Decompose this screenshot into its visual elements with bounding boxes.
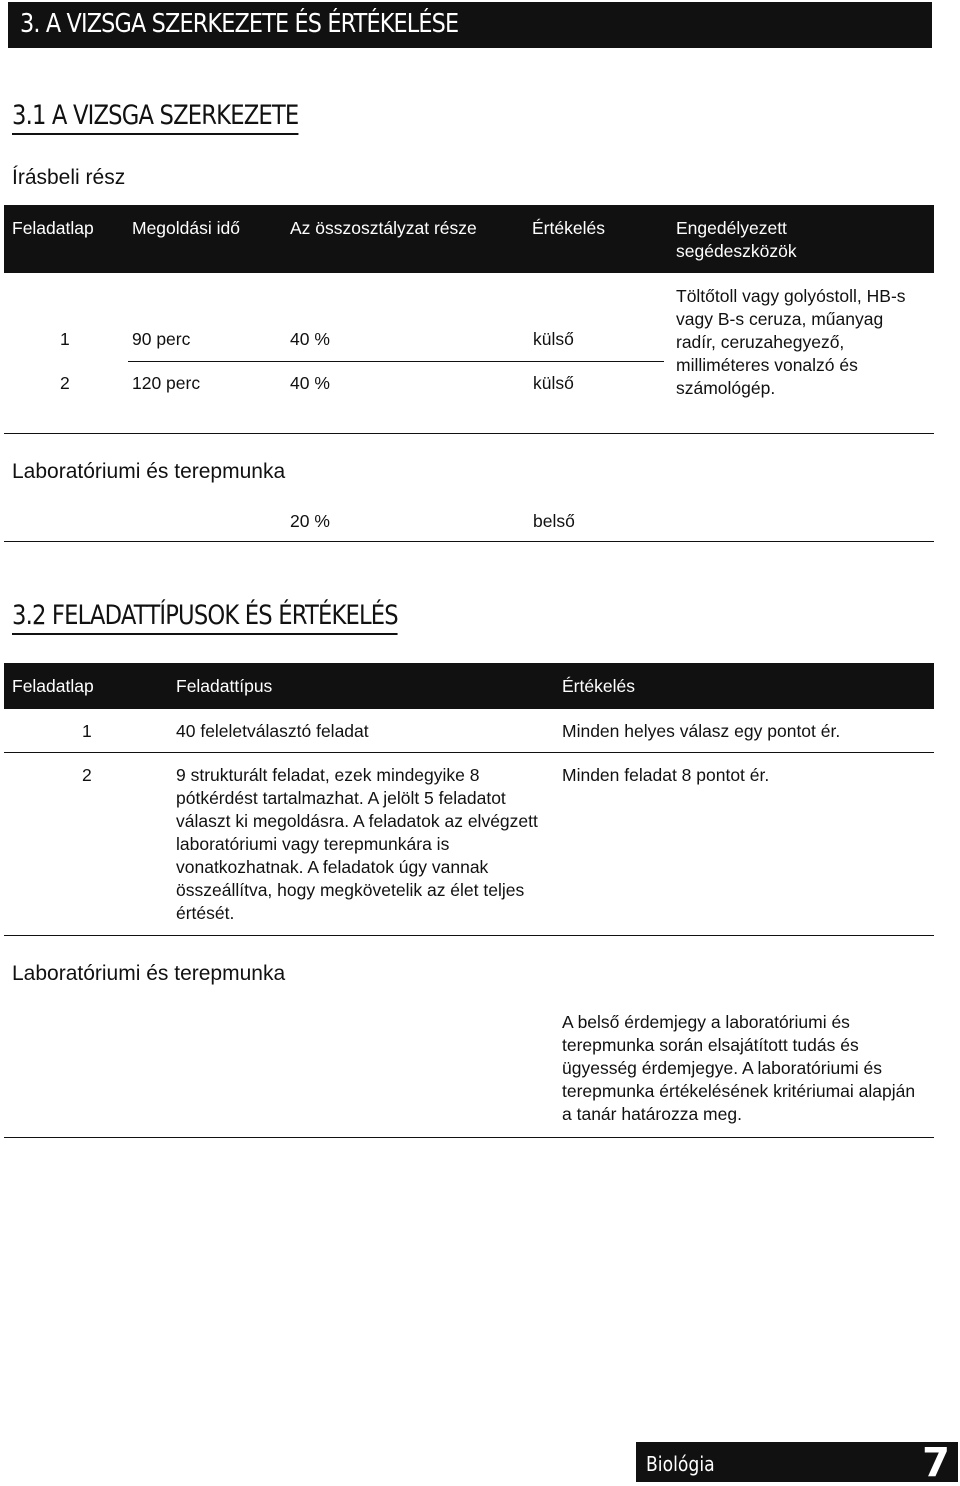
col-task-sheet: Feladatlap — [12, 676, 94, 696]
page-footer — [636, 1440, 958, 1486]
task-row-1-grading: Minden helyes válasz egy pontot ér. — [562, 721, 841, 741]
col-grading: Értékelés — [532, 218, 605, 238]
written-row-1-sheet: 1 — [60, 329, 70, 349]
written-part-title: Írásbeli rész — [12, 166, 126, 189]
lab-grading: belső — [533, 511, 575, 531]
written-row-2-sheet: 2 — [60, 373, 70, 393]
lab-bottom-rule — [4, 541, 934, 542]
written-row-2-time: 120 perc — [132, 373, 201, 393]
tasks-table-header — [4, 663, 934, 709]
written-row-divider — [128, 361, 664, 362]
written-table-header — [4, 205, 934, 273]
task-row-1-sheet: 1 — [82, 721, 92, 741]
written-row-2-grading: külső — [533, 373, 574, 393]
written-aids: Töltőtoll vagy golyóstoll, HB-s vagy B-s ceruza, műanyag radír, ceruzahegyező, milliméteres vonalzó és számológép. — [676, 286, 906, 398]
lab-work-bottom-rule — [4, 1137, 934, 1138]
lab-work-grading: A belső érdemjegy a laboratóriumi és terepmunka során elsajátított tudás és ügyesség érdemjegye. A laboratóriumi és terepmunka értékelésének kritériumai alapján a tanár határozza meg. — [562, 1012, 916, 1124]
page-header-title: 3. A VIZSGA SZERKEZETE ÉS ÉRTÉKELÉSE — [20, 9, 459, 39]
section-title-task-types: 3.2 FELADATTÍPUSOK ÉS ÉRTÉKELÉS — [12, 600, 398, 635]
col-aids: Engedélyezett segédeszközök — [676, 218, 797, 261]
written-row-1-time: 90 perc — [132, 329, 191, 349]
col-task-type: Feladattípus — [176, 676, 273, 696]
task-row-2-sheet: 2 — [82, 765, 92, 785]
written-row-1-share: 40 % — [290, 329, 330, 349]
written-table-bottom-rule — [4, 433, 934, 434]
section-title-structure: 3.1 A VIZSGA SZERKEZETE — [12, 100, 298, 135]
tasks-table-bottom-rule — [4, 935, 934, 936]
col-time: Megoldási idő — [132, 218, 240, 238]
lab-share: 20 % — [290, 511, 330, 531]
lab-work-title: Laboratóriumi és terepmunka — [12, 962, 286, 985]
task-row-2-grading: Minden feladat 8 pontot ér. — [562, 765, 770, 785]
page-header — [8, 2, 932, 48]
task-row-1-type: 40 feleletválasztó feladat — [176, 721, 369, 741]
col-share: Az összosztályzat része — [290, 218, 477, 238]
footer-subject: Biológia — [646, 1452, 715, 1476]
written-row-1-grading: külső — [533, 329, 574, 349]
lab-part-title: Laboratóriumi és terepmunka — [12, 460, 286, 483]
task-row-divider — [4, 752, 934, 753]
written-row-2-share: 40 % — [290, 373, 330, 393]
task-row-2-type: 9 strukturált feladat, ezek mindegyike 8 pótkérdést tartalmazhat. A jelölt 5 feladatot választ ki megoldásra. A feladatok az elvégzett laboratóriumi vagy terepmunkára is vonatkozhatnak. A feladatok úgy vannak összeállítva, hogy megkövetelik az élet teljes értését. — [176, 765, 538, 923]
col-task-grading: Értékelés — [562, 676, 635, 696]
col-sheet: Feladatlap — [12, 218, 94, 238]
page-number: 7 — [922, 1440, 950, 1486]
